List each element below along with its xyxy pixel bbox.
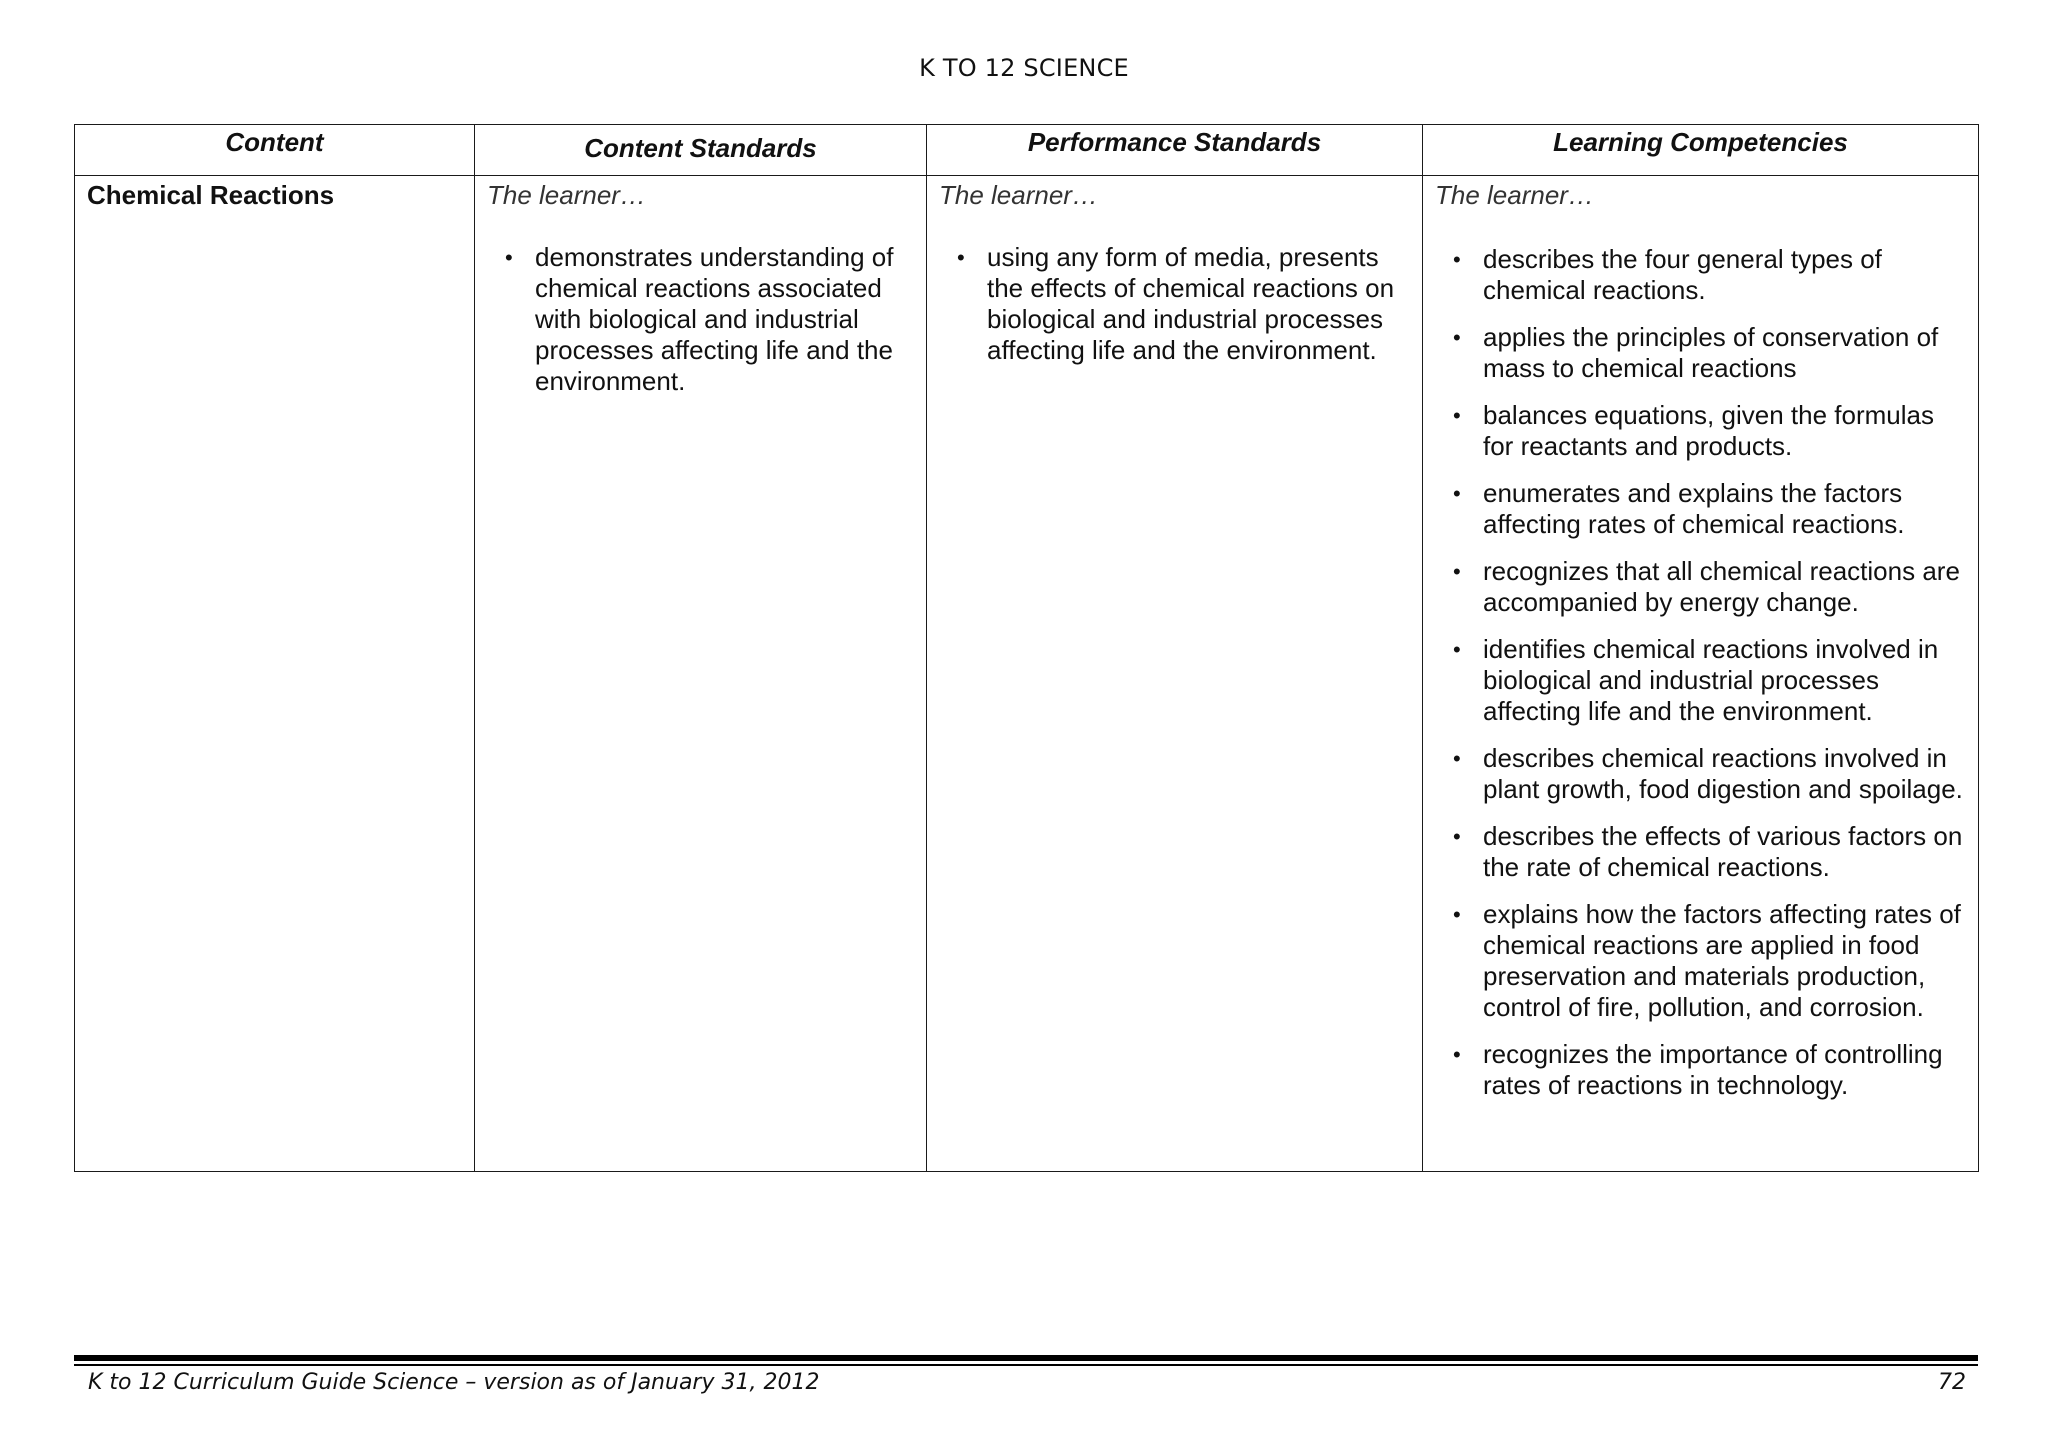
bullet-icon: • [1453, 637, 1461, 662]
list-item: • demonstrates understanding of chemical reactions associated with biological and industrial processes affecting life and the environment. [505, 242, 894, 396]
page-header-title: K TO 12 SCIENCE [919, 54, 1129, 82]
curriculum-table [74, 124, 1979, 1172]
bullet-icon: • [1453, 746, 1461, 771]
content-cell [75, 176, 475, 1172]
performance-standards-intro: The learner… [939, 180, 1098, 210]
bullet-icon: • [1453, 325, 1461, 350]
table-header-row [75, 125, 1979, 176]
bullet-icon: • [1453, 481, 1461, 506]
performance-standards-list [939, 242, 1410, 366]
bullet-icon: • [1453, 247, 1461, 272]
column-header-performance-standards: Performance Standards [927, 125, 1423, 176]
bullet-icon: • [1453, 403, 1461, 428]
learning-competencies-cell [1423, 176, 1979, 1172]
list-item: • describes the effects of various factors on the rate of chemical reactions. [1453, 821, 1963, 882]
column-header-content-standards: Content Standards [475, 125, 927, 176]
learning-competencies-intro: The learner… [1435, 180, 1594, 210]
bullet-icon: • [505, 245, 513, 270]
list-item: • recognizes the importance of controlling rates of reactions in technology. [1453, 1039, 1943, 1100]
list-item: • recognizes that all chemical reactions are accompanied by energy change. [1453, 556, 1960, 617]
content-standards-cell [475, 176, 927, 1172]
bullet-icon: • [1453, 559, 1461, 584]
content-standards-intro: The learner… [487, 180, 646, 210]
footer-divider-thin [74, 1364, 1978, 1366]
list-item: • enumerates and explains the factors affecting rates of chemical reactions. [1453, 478, 1905, 539]
list-item: • explains how the factors affecting rates of chemical reactions are applied in food preservation and materials production, control of fire, pollution, and corrosion. [1453, 899, 1961, 1022]
bullet-icon: • [957, 245, 965, 270]
list-item: • describes the four general types of chemical reactions. [1453, 244, 1882, 305]
content-standards-list [487, 242, 914, 397]
column-header-learning-competencies: Learning Competencies [1423, 125, 1979, 176]
bullet-icon: • [1453, 1042, 1461, 1067]
list-item: • using any form of media, presents the effects of chemical reactions on biological and industrial processes affecting life and the environment. [957, 242, 1395, 365]
footer-divider-thick [74, 1355, 1978, 1361]
bullet-icon: • [1453, 824, 1461, 849]
column-header-content: Content [75, 125, 475, 176]
performance-standards-cell [927, 176, 1423, 1172]
list-item: • balances equations, given the formulas for reactants and products. [1453, 400, 1934, 461]
bullet-icon: • [1453, 902, 1461, 927]
footer-version-text: K to 12 Curriculum Guide Science – version as of January 31, 2012 [88, 1370, 820, 1395]
learning-competencies-list [1435, 242, 1966, 1101]
list-item: • describes chemical reactions involved in plant growth, food digestion and spoilage. [1453, 743, 1963, 804]
footer-page-number: 72 [1938, 1370, 1966, 1395]
content-topic: Chemical Reactions [87, 180, 335, 210]
list-item: • applies the principles of conservation of mass to chemical reactions [1453, 322, 1939, 383]
table-row [75, 176, 1979, 1172]
list-item: • identifies chemical reactions involved in biological and industrial processes affecting life and the environment. [1453, 634, 1939, 726]
